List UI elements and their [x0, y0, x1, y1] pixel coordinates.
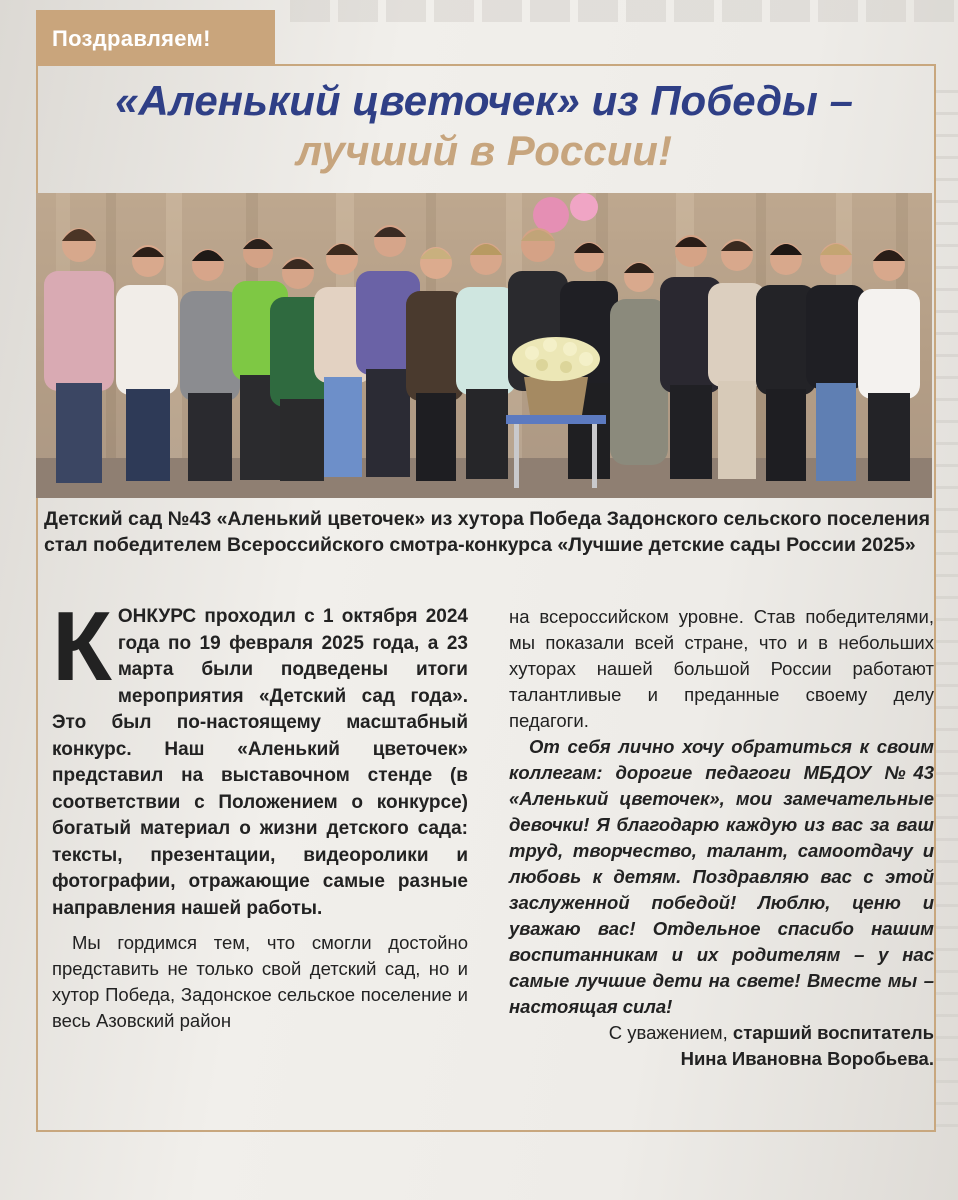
drop-cap: К — [52, 591, 112, 701]
group-photo-illustration — [36, 193, 932, 498]
headline-line-1: «Аленький цветочек» из Победы – — [115, 77, 853, 124]
article-frame-top — [275, 64, 934, 66]
signature-prefix: С уважением, — [608, 1022, 728, 1043]
headline-line-2: лучший в России! — [296, 127, 672, 174]
article-column-right — [509, 604, 934, 1072]
rubric-label: Поздравляем! — [36, 10, 275, 66]
photo-caption: Детский сад №43 «Аленький цветочек» из хутора Победа Задонского сельского поселения стал победителем Всероссийского смотра-конкурса «Лучшие детские сады России 2025» — [44, 508, 931, 556]
signature — [509, 1020, 934, 1072]
signature-name: Нина Ивановна Воробьева. — [680, 1048, 934, 1069]
signature-role: старший воспитатель — [732, 1022, 934, 1043]
balloon — [570, 193, 598, 221]
article-column-left — [52, 591, 468, 1034]
balloon — [533, 197, 569, 233]
group-photo — [36, 193, 932, 498]
lead-text: ОНКУРС проходил с 1 октября 2024 года по 19 февраля 2025 года, а 23 марта были подведены итоги мероприятия «Детский сад года». Это был по-настоящему масштабный конкурс. Наш «Аленький цветочек» представил на выставочном стенде (в соответствии с Положением о конкурсе) богатый материал о жизни детского сада: тексты, презентации, видеоролики и фотографии, отражающие самые разные направления нашей работы. — [52, 606, 468, 919]
neighbor-column-right — [935, 90, 958, 1140]
neighbor-column-top — [290, 0, 958, 22]
quote-paragraph: От себя лично хочу обратиться к своим коллегам: дорогие педагоги МБДОУ №43 «Аленький цветочек», мои замечательные девочки! Я благодарю каждую из вас за ваш труд, творчество, талант, самоотдачу и любовь к детям. Поздравляю вас с этой заслуженной победой! Люблю, ценю и уважаю вас! Отдельное спасибо нашим воспитанникам и их родителям – у нас самые лучшие дети на свете! Вместе мы – настоящая сила! — [509, 736, 934, 1017]
second-paragraph-start: Мы гордимся тем, что смогли достойно представить не только свой детский сад, но и хутор Победа, Задонское сельское поселение и весь Азовский район — [52, 932, 468, 1031]
lead-paragraph — [52, 591, 468, 922]
second-paragraph: на всероссийском уровне. Став победителями, мы показали всей стране, что и в небольших хуторах нашей большой России работают талантливые и преданные своему делу педагоги. — [509, 606, 934, 731]
